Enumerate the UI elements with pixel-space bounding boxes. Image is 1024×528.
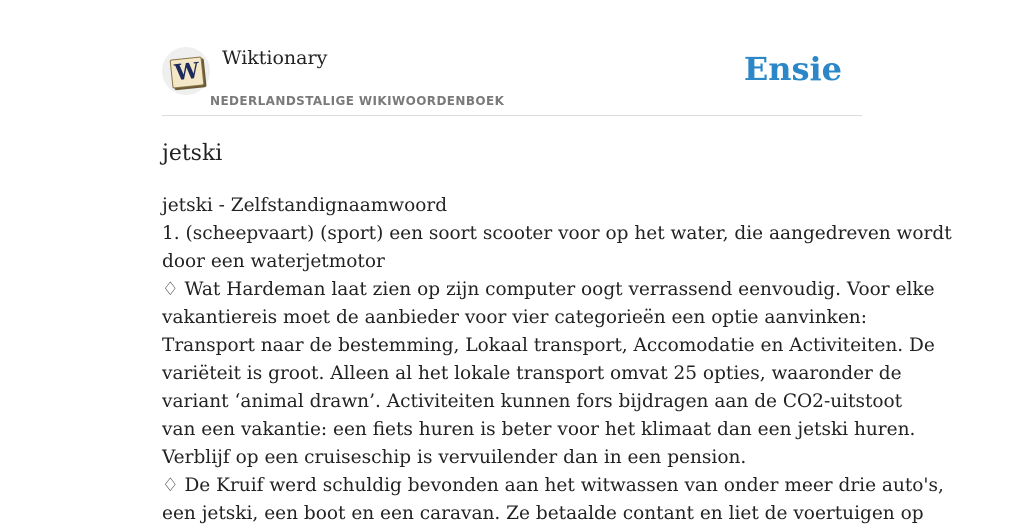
wiktionary-logo[interactable] [162, 47, 210, 95]
entry-line: Verblijf op een cruiseschip is vervuilender dan in een pension. [162, 447, 747, 468]
logo-letter: W [170, 56, 205, 88]
entry-line: door een waterjetmotor [162, 251, 385, 272]
entry-line: een jetski, een boot en een caravan. Ze betaalde contant en liet de voertuigen op [162, 503, 924, 524]
site-header [162, 44, 862, 116]
entry-title: jetski [162, 141, 223, 166]
entry-line: variëteit is groot. Alleen al het lokale transport omvat 25 opties, waaronder de [162, 363, 902, 384]
entry-line: ♢ Wat Hardeman laat zien op zijn computer oogt verrassend eenvoudig. Voor elke [162, 279, 935, 300]
entry-line: vakantiereis moet de aanbieder voor vier categorieën een optie aanvinken: [162, 307, 867, 328]
entry-line: variant ‘animal drawn’. Activiteiten kunnen fors bijdragen aan de CO2-uitstoot [162, 391, 903, 412]
entry-line: van een vakantie: een fiets huren is beter voor het klimaat dan een jetski huren. [162, 419, 916, 440]
ensie-brand-link[interactable]: Ensie [743, 50, 842, 88]
entry-line: jetski - Zelfstandignaamwoord [162, 195, 448, 216]
entry-line: Transport naar de bestemming, Lokaal transport, Accomodatie en Activiteiten. De [162, 335, 935, 356]
entry-content [162, 192, 952, 528]
entry-line: 1. (scheepvaart) (sport) een soort scooter voor op het water, die aangedreven wordt [162, 223, 952, 244]
site-subtitle: NEDERLANDSTALIGE WIKIWOORDENBOEK [210, 94, 505, 108]
site-title[interactable]: Wiktionary [222, 47, 328, 69]
entry-line: ♢ De Kruif werd schuldig bevonden aan het witwassen van onder meer drie auto's, [162, 475, 944, 496]
